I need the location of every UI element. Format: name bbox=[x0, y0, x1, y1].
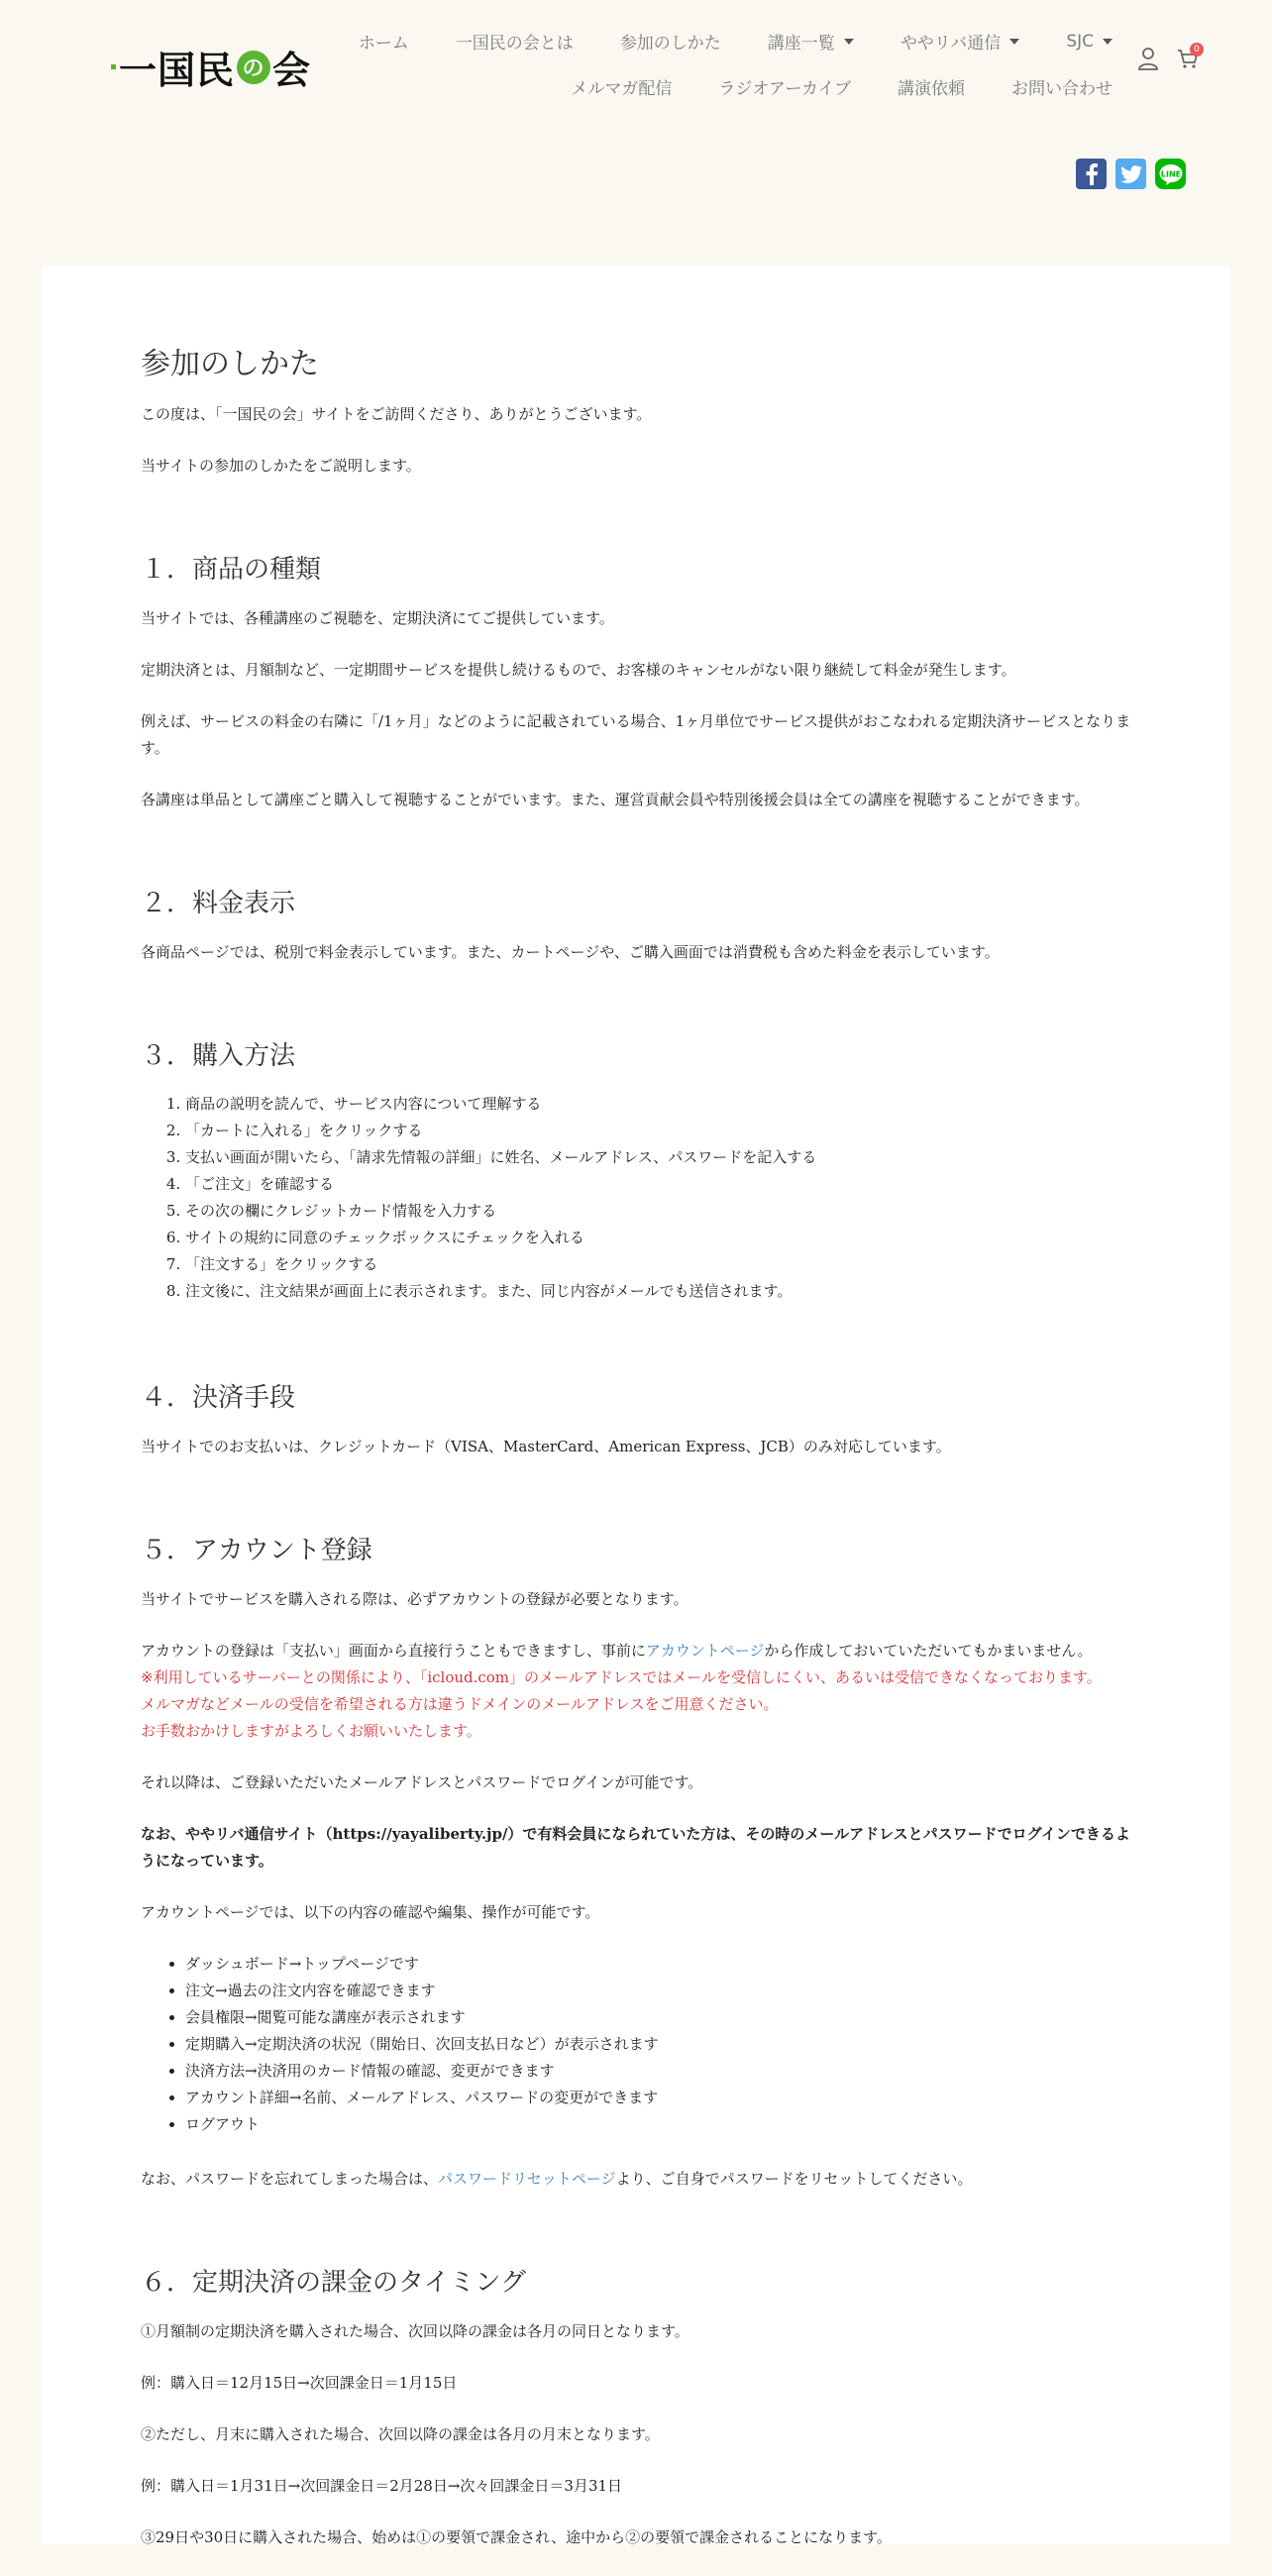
page-title: 参加のしかた bbox=[141, 347, 319, 381]
list-item: • ダッシュボード→トップページです bbox=[185, 1951, 1131, 1978]
password-reset-paragraph bbox=[141, 2166, 1131, 2193]
content-card bbox=[42, 266, 1230, 2544]
facebook-share-icon[interactable] bbox=[1076, 159, 1107, 189]
caret-down-icon bbox=[1103, 39, 1113, 45]
section-heading-billing-timing: ６．定期決済の課金のタイミング bbox=[141, 2267, 526, 2298]
nav-item-about[interactable] bbox=[456, 29, 574, 54]
paragraph: ②ただし、月末に購入された場合、次回以降の課金は各月の月末となります。 bbox=[141, 2424, 660, 2443]
nav-label: 参加のしかた bbox=[619, 34, 721, 54]
account-features-list bbox=[141, 1951, 1131, 2138]
nav-item-yayariba[interactable] bbox=[901, 29, 1020, 54]
nav-item-home[interactable] bbox=[359, 29, 409, 54]
list-item: 4. 「ご注文」を確認する bbox=[185, 1171, 1131, 1198]
list-item: 7. 「注文する」をクリックする bbox=[185, 1251, 1131, 1278]
nav-item-lecture-request[interactable] bbox=[898, 74, 965, 99]
twitter-share-icon[interactable] bbox=[1115, 159, 1146, 189]
section-heading-purchase: ３．購入方法 bbox=[141, 1040, 296, 1071]
logo-text-a: 一国民 bbox=[119, 49, 236, 92]
text: から作成しておいていただいてもかまいません。 bbox=[764, 1641, 1093, 1660]
list-item: • 定期購入→定期決済の状況（開始日、次回支払日など）が表示されます bbox=[185, 2031, 1131, 2058]
nav-label: SJC bbox=[1066, 31, 1094, 52]
cart-count-badge: 0 bbox=[1190, 43, 1204, 56]
logo-mark bbox=[111, 64, 116, 69]
nav-item-contact[interactable] bbox=[1011, 74, 1113, 99]
line-share-icon[interactable] bbox=[1155, 159, 1186, 189]
paragraph: 各商品ページでは、税別で料金表示しています。また、カートページや、ご購入画面では消費税も含めた料金を表示しています。 bbox=[141, 942, 1000, 961]
main-nav-row-2 bbox=[571, 74, 1113, 99]
user-account-icon[interactable] bbox=[1137, 47, 1159, 70]
list-item: 3. 支払い画面が開いたら、「請求先情報の詳細」に姓名、メールアドレス、パスワードを記入する bbox=[185, 1144, 1131, 1171]
paragraph: 当サイトでサービスを購入される際は、必ずアカウントの登録が必要となります。 bbox=[141, 1589, 689, 1608]
logo-text-maru: の bbox=[237, 51, 270, 84]
list-item: • 注文→過去の注文内容を確認できます bbox=[185, 1978, 1131, 2004]
intro-paragraph: この度は、「一国民の会」サイトをご訪問くださり、ありがとうございます。 bbox=[141, 405, 652, 423]
paragraph: 各講座は単品として講座ごと購入して視聴することがでいます。また、運営貢献会員や特別後援会員は全ての講座を視聴することができます。 bbox=[141, 790, 1090, 808]
section-heading-account: ５．アカウント登録 bbox=[141, 1536, 372, 1566]
text: なお、パスワードを忘れてしまった場合は、 bbox=[141, 2169, 439, 2188]
list-item: 8. 注文後に、注文結果が画面上に表示されます。また、同じ内容がメールでも送信されます。 bbox=[185, 1278, 1131, 1305]
paragraph: 当サイトでのお支払いは、クレジットカード（VISA、MasterCard、American Express、JCB）のみ対応しています。 bbox=[141, 1438, 951, 1456]
list-item: 2. 「カートに入れる」をクリックする bbox=[185, 1118, 1131, 1144]
important-notice: なお、ややリバ通信サイト（https://yayaliberty.jp/）で有料会員になられていた方は、その時のメールアドレスとパスワードでログインできるようになっています。 bbox=[141, 1824, 1130, 1870]
nav-item-sjc[interactable] bbox=[1066, 29, 1113, 54]
paragraph: 例：購入日＝12月15日→次回課金日＝1月15日 bbox=[141, 2373, 458, 2392]
nav-item-mailmag[interactable] bbox=[571, 74, 672, 99]
nav-label: ややリバ通信 bbox=[900, 34, 1002, 54]
paragraph: 例：購入日＝1月31日→次回課金日＝2月28日→次々回課金日＝3月31日 bbox=[141, 2476, 623, 2495]
nav-label: 講座一覧 bbox=[767, 34, 835, 54]
nav-item-radio-archive[interactable] bbox=[718, 74, 851, 99]
article-content bbox=[141, 345, 1131, 2576]
nav-label: 講演依頼 bbox=[898, 79, 965, 99]
password-reset-link[interactable]: パスワードリセットページ bbox=[438, 2169, 616, 2188]
paragraph: それ以降は、ご登録いただいたメールアドレスとパスワードでログインが可能です。 bbox=[141, 1772, 703, 1791]
site-logo[interactable] bbox=[111, 40, 311, 94]
warning-text: お手数おかけしますがよろしくお願いいたします。 bbox=[141, 1721, 481, 1740]
account-registration-paragraph bbox=[141, 1638, 1131, 1745]
purchase-steps-list bbox=[141, 1091, 1131, 1305]
paragraph: 定期決済とは、月額制など、一定期間サービスを提供し続けるもので、お客様のキャンセルがない限り継続して料金が発生します。 bbox=[141, 660, 1016, 679]
list-item: 6. サイトの規約に同意のチェックボックスにチェックを入れる bbox=[185, 1225, 1131, 1251]
list-item: 5. その次の欄にクレジットカード情報を入力する bbox=[185, 1198, 1131, 1225]
nav-item-courses[interactable] bbox=[768, 29, 854, 54]
nav-label: メルマガ配信 bbox=[571, 79, 673, 99]
svg-text:LINE: LINE bbox=[1160, 169, 1181, 178]
list-item: • 会員権限→閲覧可能な講座が表示されます bbox=[185, 2004, 1131, 2031]
nav-label: ラジオアーカイブ bbox=[718, 79, 851, 99]
nav-label: 一国民の会とは bbox=[455, 34, 574, 54]
list-item: 1. 商品の説明を読んで、サービス内容について理解する bbox=[185, 1091, 1131, 1118]
paragraph: ①月額制の定期決済を購入された場合、次回以降の課金は各月の同日となります。 bbox=[141, 2321, 689, 2340]
section-heading-products: １．商品の種類 bbox=[141, 555, 322, 585]
nav-label: ホーム bbox=[358, 34, 409, 54]
text: アカウントの登録は「支払い」画面から直接行うこともできますし、事前に bbox=[141, 1641, 646, 1660]
nav-label: お問い合わせ bbox=[1011, 79, 1113, 99]
warning-text: メルマガなどメールの受信を希望される方は違うドメインのメールアドレスをご用意ください。 bbox=[141, 1694, 779, 1713]
section-heading-payment: ４．決済手段 bbox=[141, 1383, 296, 1414]
list-item: • 決済方法→決済用のカード情報の確認、変更ができます bbox=[185, 2058, 1131, 2085]
section-heading-pricing: ２．料金表示 bbox=[141, 888, 296, 918]
paragraph: ③29日や30日に購入された場合、始めは①の要領で課金され、途中から②の要領で課金されることになります。 bbox=[141, 2527, 892, 2546]
warning-text: ※利用しているサーバーとの関係により、「icloud.com」のメールアドレスではメールを受信しにくい、あるいは受信できなくなっております。 bbox=[141, 1667, 1102, 1686]
caret-down-icon bbox=[1009, 39, 1019, 45]
nav-item-how-to-join[interactable] bbox=[620, 29, 721, 54]
paragraph: アカウントページでは、以下の内容の確認や編集、操作が可能です。 bbox=[141, 1902, 600, 1921]
list-item: • ログアウト bbox=[185, 2111, 1131, 2138]
caret-down-icon bbox=[844, 39, 854, 45]
main-nav-row-1 bbox=[359, 29, 1113, 54]
paragraph: 当サイトでは、各種講座のご視聴を、定期決済にてご提供しています。 bbox=[141, 608, 614, 627]
account-page-link[interactable]: アカウントページ bbox=[645, 1641, 765, 1660]
text: より、ご自身でパスワードをリセットしてください。 bbox=[615, 2169, 973, 2188]
intro-paragraph: 当サイトの参加のしかたをご説明します。 bbox=[141, 457, 421, 475]
list-item: • アカウント詳細→名前、メールアドレス、パスワードの変更ができます bbox=[185, 2085, 1131, 2111]
paragraph: 例えば、サービスの料金の右隣に「/1ヶ月」などのように記載されている場合、1ヶ月単位でサービス提供がおこなわれる定期決済サービスとなります。 bbox=[141, 711, 1131, 757]
logo-text-b: 会 bbox=[272, 49, 312, 92]
